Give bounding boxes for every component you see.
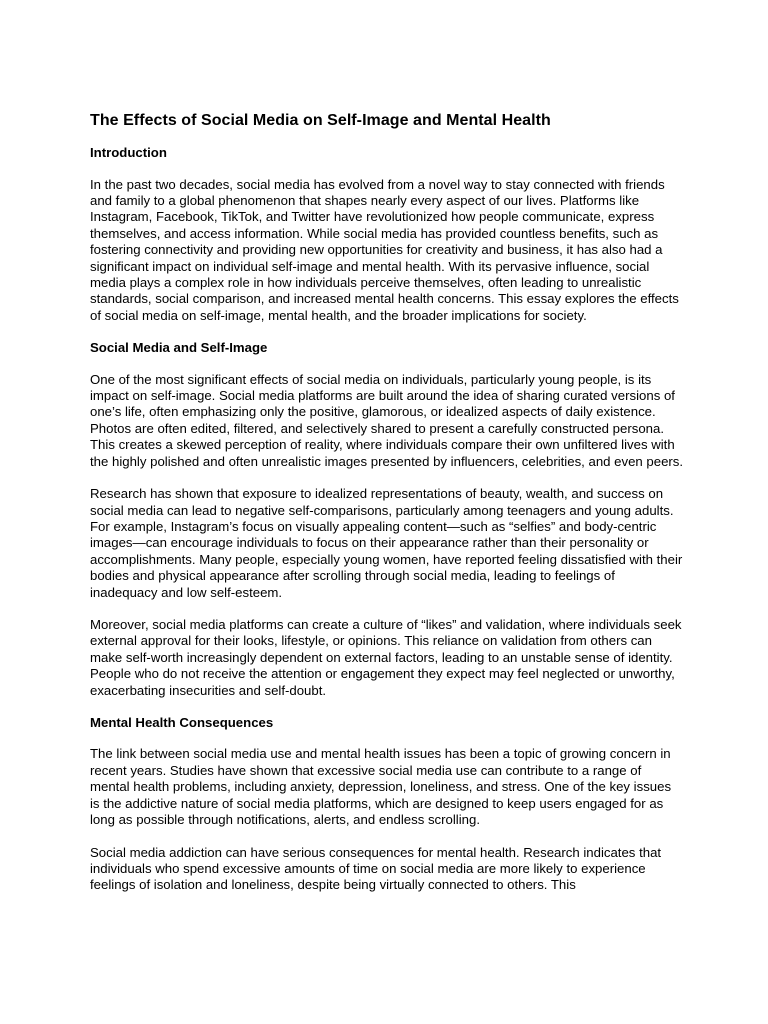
- spacer: [90, 699, 684, 715]
- section-heading-mental-health: Mental Health Consequences: [90, 714, 274, 730]
- paragraph: Social media addiction can have serious consequences for mental health. Research indicates that individuals who spend excessive amounts of time on social media are more likely to experience feelings of isolation and loneliness, despite being virtually connected to others. This: [90, 844, 662, 893]
- paragraph: The link between social media use and mental health issues has been a topic of growing concern in recent years. Studies have shown that excessive social media use can contribute to a range of mental health problems, including anxiety, depression, loneliness, and stress. One of the key issues is the addictive nature of social media platforms, which are designed to keep users engaged for as long as possible through notifications, alerts, and endless scrolling.: [90, 746, 672, 828]
- paragraph: One of the most significant effects of social media on individuals, particularly young people, is its impact on self-image. Social media platforms are built around the idea of sharing curated versions of one’s life, often emphasizing only the positive, glamorous, or idealized aspects of daily existence. Photos are often edited, filtered, and selectively shared to present a carefully constructed persona. This creates a skewed perception of reality, where individuals compare their own unfiltered lives with the highly polished and often unrealistic images presented by influencers, celebrities, and even peers.: [90, 371, 684, 469]
- paragraph: In the past two decades, social media has evolved from a novel way to stay connected with friends and family to a global phenomenon that shapes nearly every aspect of our lives. Platforms like Instagram, Facebook, TikTok, and Twitter have revolutionized how people communicate, express themselves, and access information. While social media has provided countless benefits, such as fostering connectivity and providing new opportunities for creativity and business, it has also had a significant impact on individual self-image and mental health. With its pervasive influence, social media plays a complex role in how individuals perceive themselves, often leading to unrealistic standards, social comparison, and increased mental health concerns. This essay explores the effects of social media on self-image, mental health, and the broader implications for society.: [90, 176, 679, 323]
- spacer: [90, 324, 684, 340]
- paragraph: Moreover, social media platforms can create a culture of “likes” and validation, where individuals seek external approval for their looks, lifestyle, or opinions. This reliance on validation from others can make self-worth increasingly dependent on external factors, leading to an unstable sense of identity. People who do not receive the attention or engagement they expect may feel neglected or unworthy, exacerbating insecurities and self-doubt.: [90, 616, 682, 698]
- spacer: [90, 470, 684, 486]
- document-title: The Effects of Social Media on Self-Image and Mental Health: [90, 112, 551, 129]
- spacer: [90, 133, 684, 145]
- spacer: [90, 601, 684, 617]
- paragraph: Research has shown that exposure to idealized representations of beauty, wealth, and success on social media can lead to negative self-comparisons, particularly among teenagers and young adults. For example, Instagram’s focus on visually appealing content—such as “selfies” and body-centric images—can encourage individuals to focus on their appearance rather than their personality or accomplishments. Many people, especially young women, have reported feeling dissatisfied with their bodies and physical appearance after scrolling through social media, leading to feelings of inadequacy and low self-esteem.: [90, 486, 683, 600]
- spacer: [90, 829, 684, 845]
- spacer: [90, 162, 684, 177]
- spacer: [90, 731, 684, 746]
- section-heading-self-image: Social Media and Self-Image: [90, 340, 268, 356]
- spacer: [90, 357, 684, 372]
- section-heading-introduction: Introduction: [90, 145, 167, 160]
